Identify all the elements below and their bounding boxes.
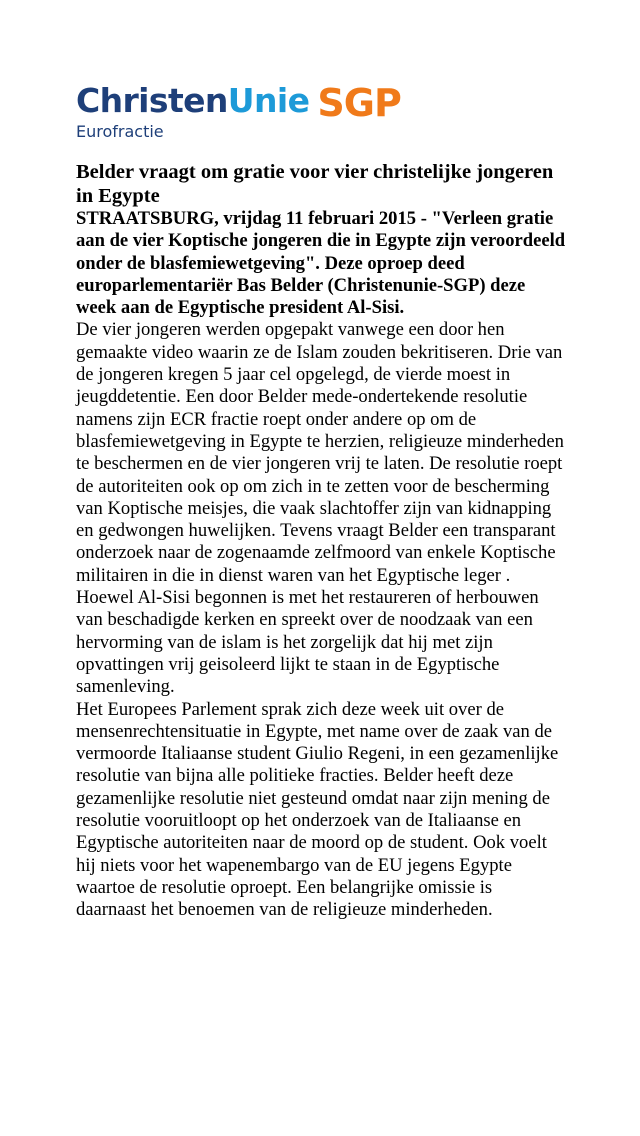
article-lead: STRAATSBURG, vrijdag 11 februari 2015 - "Verleen gratie aan de vier Koptische jongeren die in Egypte zijn veroordeeld onder de blasfemiewetgeving". Deze oproep deed europarlementariër Bas Belder (Christenunie-SGP) deze week aan de Egyptische president Al-Sisi. [76,208,566,319]
logo-subtitle: Eurofractie [76,122,164,141]
article-paragraph-2: Hoewel Al-Sisi begonnen is met het restaureren of herbouwen van beschadigde kerken en spreekt over de noodzaak van een hervorming van de islam is het zorgelijk dat hij met zijn opvattingen vrij geisoleerd lijkt te staan in de Egyptische samenleving. [76,587,539,698]
article [76,160,566,922]
logo-wordmark [76,81,476,125]
article-title: Belder vraagt om gratie voor vier christelijke jongeren in Egypte [76,161,554,207]
article-paragraph-1: De vier jongeren werden opgepakt vanwege een door hen gemaakte video waarin ze de Islam zouden bekritiseren. Drie van de jongeren kregen 5 jaar cel opgelegd, de vierde moest in jeugddetentie. Een door Belder mede-ondertekende resolutie namens zijn ECR fractie roept onder andere op om de blasfemiewetgeving in Egypte te herzien, religieuze minderheden te beschermen en de vier jongeren vrij te laten. De resolutie roept de autoriteiten ook op om zich in te zetten voor de bescherming van Koptische meisjes, die vaak slachtoffer zijn van kidnapping en gedwongen huwelijken. Tevens vraagt Belder een transparant onderzoek naar de zogenaamde zelfmoord van enkele Koptische militairen in die in dienst waren van het Egyptische leger . [76,319,564,586]
article-paragraph-3: Het Europees Parlement sprak zich deze week uit over de mensenrechtensituatie in Egypte, met name over de zaak van de vermoorde Italiaanse student Giulio Regeni, in een gezamenlijke resolutie van bijna alle politieke fracties. Belder heeft deze gezamenlijke resolutie niet gesteund omdat naar zijn mening de resolutie vooruitloopt op het onderzoek van de Italiaanse en Egyptische autoriteiten naar de moord op de student. Ook voelt hij niets voor het wapenembargo van de EU jegens Egypte waartoe de resolutie oproept. Een belangrijke omissie is daarnaast het benoemen van de religieuze minderheden. [76,698,559,921]
logo-sgp-text: SGP [317,81,401,125]
logo-unie-text: Unie [227,81,310,120]
christenunie-sgp-logo [76,82,476,142]
logo-christen-text: Christen [76,81,228,120]
